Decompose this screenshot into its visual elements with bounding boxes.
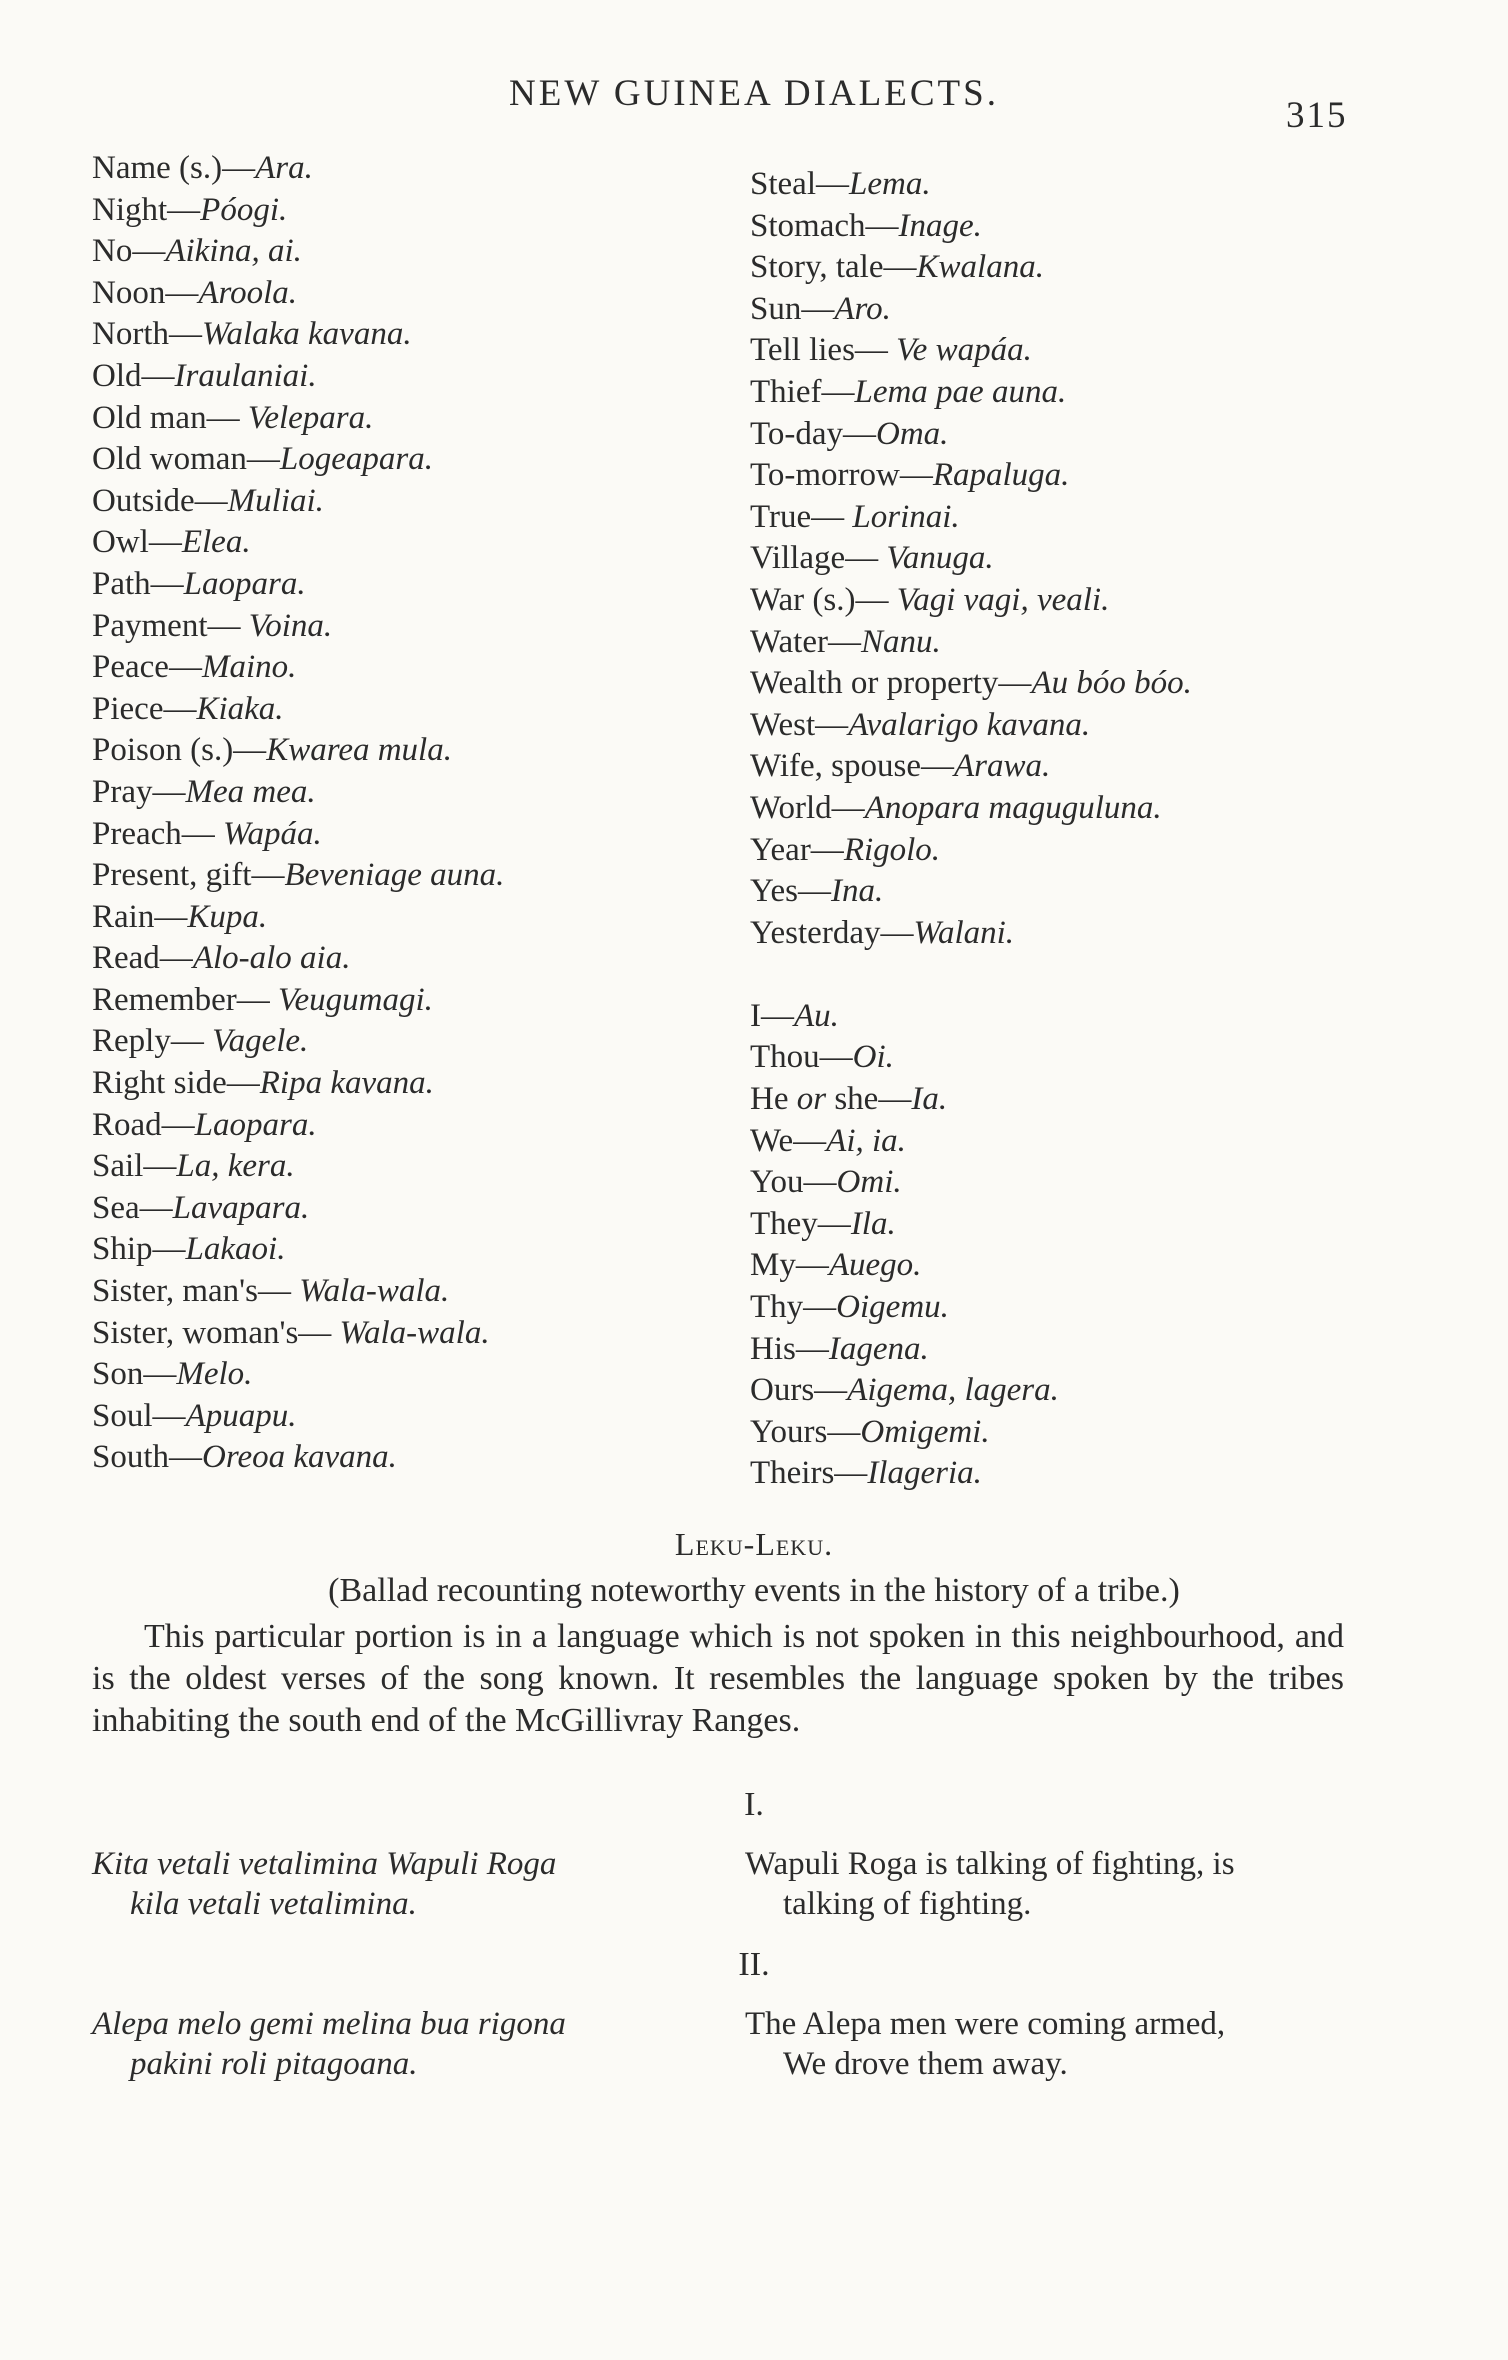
entry-translation: Kwarea mula. [266, 732, 452, 769]
entry-translation: Au. [794, 997, 839, 1034]
vocab-entry [750, 497, 1470, 539]
vocab-entry [92, 897, 732, 939]
vocab-entry [750, 164, 1470, 206]
verse-native-line: Kita vetali vetalimina Wapuli Roga [92, 1846, 557, 1882]
entry-translation: Omi. [836, 1164, 902, 1201]
entry-translation: Ai, ia. [826, 1122, 906, 1159]
entry-translation: Avalarigo kavana. [848, 706, 1091, 743]
entry-translation: Au bóo bóo. [1031, 665, 1192, 702]
vocab-entry [750, 746, 1470, 788]
vocab-entry [92, 1188, 732, 1230]
vocab-entry [92, 1354, 732, 1396]
vocab-entry [92, 481, 732, 523]
verse-native-text [92, 2004, 692, 2084]
entry-term: Reply— [92, 1023, 213, 1060]
entry-translation: Laopara. [194, 1106, 317, 1143]
entry-translation: Kupa. [187, 898, 268, 935]
entry-translation: Muliai. [227, 482, 324, 519]
entry-translation: Wala-wala. [339, 1314, 490, 1351]
entry-term: Road— [92, 1106, 195, 1143]
vocab-entry [750, 830, 1470, 872]
vocab-entry [92, 1437, 732, 1479]
entry-translation: Rigolo. [843, 831, 941, 868]
vocab-column-right [750, 164, 1470, 1495]
vocab-entry [92, 1229, 732, 1271]
entry-translation: Lorinai. [852, 498, 960, 535]
entry-term: Sun— [750, 290, 835, 327]
vocab-entry [750, 455, 1470, 497]
entry-translation: Mea mea. [185, 773, 316, 810]
entry-translation: Ia. [911, 1081, 948, 1118]
entry-term: Sea— [92, 1189, 173, 1226]
vocab-entry [750, 330, 1470, 372]
entry-translation: Lema. [848, 166, 931, 202]
entry-term: Peace— [92, 649, 202, 686]
vocab-entry [92, 314, 732, 356]
vocab-entry [750, 705, 1470, 747]
entry-term: Story, tale— [750, 249, 917, 286]
pronoun-entry [750, 1037, 1470, 1079]
vocab-entry [750, 414, 1470, 456]
section-title: Leku-Leku. [674, 1526, 834, 1562]
entry-translation: Inage. [898, 207, 982, 244]
vocab-entry [750, 913, 1470, 955]
entry-term: His— [750, 1330, 829, 1367]
pronoun-entry [750, 1121, 1470, 1163]
vocab-entry [750, 871, 1470, 913]
entry-translation: Arawa. [953, 748, 1051, 785]
entry-translation: Kwalana. [916, 249, 1044, 286]
vocab-entry [92, 689, 732, 731]
entry-term: Old— [92, 357, 175, 394]
entry-term: My— [750, 1247, 829, 1284]
page-number: 315 [1286, 95, 1348, 136]
entry-translation: Oi. [852, 1039, 894, 1076]
intro-paragraph: This particular portion is in a language which is not spoken in this neighbourhood, and is the oldest verses of the song known. It resembles the language spoken by the tribes inhabiting the south end of the McGillivray Ranges. [92, 1618, 1344, 1739]
pronoun-entry [750, 1412, 1470, 1454]
entry-translation: Veugumagi. [278, 981, 433, 1018]
entry-term: Tell lies— [750, 332, 897, 369]
entry-translation: Alo-alo aia. [192, 940, 351, 977]
vocab-entry [92, 231, 732, 273]
entry-translation: Walaka kavana. [202, 316, 412, 353]
vocab-entry [750, 206, 1470, 248]
entry-term: Old man— [92, 399, 248, 436]
verse-english-line: talking of fighting. [783, 1886, 1032, 1922]
entry-term: Old woman— [92, 441, 280, 478]
entry-term: Right side— [92, 1065, 260, 1102]
vocab-entry [92, 356, 732, 398]
vocab-entry [750, 247, 1470, 289]
entry-term: Son— [92, 1356, 177, 1393]
entry-term: Thou— [750, 1039, 853, 1076]
vocab-entry [92, 606, 732, 648]
entry-term: North— [92, 316, 202, 353]
vocab-entry [92, 855, 732, 897]
entry-translation: Nanu. [860, 623, 941, 660]
entry-term: Theirs— [750, 1455, 868, 1492]
entry-translation: Rapaluga. [932, 457, 1070, 494]
vocab-entry [92, 647, 732, 689]
entry-translation: Oma. [876, 415, 949, 452]
verse-numeral: II. [738, 1946, 770, 1983]
entry-term: Yours— [750, 1413, 861, 1450]
verse-english-text [745, 1844, 1343, 1924]
entry-term: Steal— [750, 166, 849, 202]
vocab-entry [92, 938, 732, 980]
entry-term: West— [750, 706, 849, 743]
entry-term: Sail— [92, 1148, 177, 1185]
entry-translation: Lakaoi. [185, 1231, 286, 1268]
vocab-entry [92, 148, 732, 190]
vocab-entry [750, 372, 1470, 414]
entry-translation: Vanuga. [886, 540, 994, 577]
entry-term: War (s.)— [750, 581, 897, 618]
entry-term: Yes— [750, 873, 832, 910]
running-header: NEW GUINEA DIALECTS. [509, 73, 999, 114]
entry-translation: Voina. [248, 607, 333, 644]
entry-term: Water— [750, 623, 861, 660]
entry-translation: Ilageria. [867, 1455, 982, 1492]
vocab-entry [750, 580, 1470, 622]
entry-term: Payment— [92, 607, 249, 644]
entry-translation: Beveniage auna. [284, 857, 505, 894]
entry-translation: Auego. [828, 1247, 922, 1284]
entry-translation: Laopara. [183, 565, 306, 602]
entry-translation: Oigemu. [836, 1289, 949, 1326]
entry-translation: Aro. [834, 290, 891, 327]
entry-translation: Omigemi. [860, 1413, 990, 1450]
entry-translation: Ina. [831, 873, 884, 910]
vocab-entry [92, 564, 732, 606]
entry-term: Owl— [92, 524, 182, 561]
entry-term: I— [750, 997, 794, 1034]
pronoun-entry [750, 1204, 1470, 1246]
vocab-entry [750, 622, 1470, 664]
entry-term: No— [92, 233, 166, 270]
entry-term: Rain— [92, 898, 188, 935]
vocab-entry [92, 1105, 732, 1147]
entry-translation: Apuapu. [185, 1397, 297, 1434]
vocab-entry [92, 1021, 732, 1063]
column-spacer [750, 954, 1470, 996]
section-subtitle: (Ballad recounting noteworthy events in the history of a tribe.) [328, 1572, 1180, 1609]
entry-translation: Aikina, ai. [165, 233, 302, 270]
entry-translation: Oreoa kavana. [202, 1439, 397, 1476]
entry-term: You— [750, 1164, 837, 1201]
verse-native-line: Alepa melo gemi melina bua rigona [92, 2006, 566, 2042]
pronoun-entry [750, 1453, 1470, 1495]
vocab-entry [92, 980, 732, 1022]
entry-translation: Maino. [201, 649, 297, 686]
entry-translation: Ila. [850, 1205, 896, 1242]
verse-english-text [745, 2004, 1343, 2084]
verse-native-line: pakini roli pitagoana. [130, 2046, 418, 2082]
vocab-column-left [92, 148, 732, 1479]
vocab-entry [92, 398, 732, 440]
entry-translation: Walani. [913, 914, 1015, 951]
entry-term: Village— [750, 540, 887, 577]
verse-english-line: We drove them away. [783, 2046, 1068, 2082]
entry-translation: Póogi. [200, 191, 288, 228]
entry-term: Wife, spouse— [750, 748, 954, 785]
entry-term: Remember— [92, 981, 279, 1018]
entry-translation: Ve wapáa. [896, 332, 1032, 369]
pronoun-entry [750, 1162, 1470, 1204]
entry-translation: Anopara maguguluna. [864, 789, 1162, 826]
entry-translation: Ara. [255, 150, 313, 186]
vocab-entry [92, 190, 732, 232]
entry-term: Outside— [92, 482, 228, 519]
vocab-entry [750, 788, 1470, 830]
entry-term: They— [750, 1205, 851, 1242]
entry-term: Name (s.)— [92, 150, 256, 186]
pronoun-entry [750, 996, 1470, 1038]
entry-translation: Vagele. [212, 1023, 309, 1060]
pronoun-entry [750, 1287, 1470, 1329]
entry-term: Ship— [92, 1231, 186, 1268]
vocab-entry [750, 538, 1470, 580]
pronoun-entry [750, 1370, 1470, 1412]
entry-term: Ours— [750, 1372, 848, 1409]
entry-translation: Logeapara. [279, 441, 433, 478]
entry-translation: Elea. [181, 524, 251, 561]
vocab-entry [92, 1063, 732, 1105]
entry-term: Path— [92, 565, 184, 602]
entry-translation: Lema pae auna. [854, 373, 1067, 410]
vocab-entry [750, 289, 1470, 331]
vocab-entry [92, 522, 732, 564]
verse-native-line: kila vetali vetalimina. [130, 1886, 417, 1922]
entry-translation: Iraulaniai. [174, 357, 317, 394]
entry-term: Night— [92, 191, 201, 228]
entry-term: World— [750, 789, 865, 826]
entry-term: Sister, woman's— [92, 1314, 340, 1351]
entry-translation: Wapáa. [223, 815, 322, 852]
entry-term: Preach— [92, 815, 224, 852]
vocab-entry [92, 1271, 732, 1313]
entry-term: Stomach— [750, 207, 899, 244]
entry-term: Soul— [92, 1397, 186, 1434]
vocab-entry [92, 814, 732, 856]
entry-translation: Wala-wala. [299, 1273, 450, 1310]
entry-term: Read— [92, 940, 193, 977]
entry-term: Thief— [750, 373, 855, 410]
verse-native-text [92, 1844, 692, 1924]
entry-term: Present, gift— [92, 857, 285, 894]
entry-term: Pray— [92, 773, 186, 810]
entry-or: or [796, 1081, 827, 1118]
entry-translation: Aigema, lagera. [847, 1372, 1059, 1409]
vocab-entry [92, 730, 732, 772]
entry-term: South— [92, 1439, 203, 1476]
entry-term: To-day— [750, 415, 876, 452]
pronoun-entry [750, 1329, 1470, 1371]
entry-term: Piece— [92, 690, 197, 727]
entry-term: Wealth or property— [750, 665, 1032, 702]
entry-translation: Iagena. [828, 1330, 929, 1367]
entry-term: He [750, 1081, 797, 1118]
entry-translation: Ripa kavana. [259, 1065, 434, 1102]
vocab-entry [92, 1146, 732, 1188]
entry-term: True— [750, 498, 853, 535]
vocab-entry [92, 772, 732, 814]
vocab-entry [92, 1396, 732, 1438]
entry-term: We— [750, 1122, 827, 1159]
entry-term: Yesterday— [750, 914, 914, 951]
entry-translation: Aroola. [198, 274, 298, 311]
verse-english-line: The Alepa men were coming armed, [745, 2006, 1226, 2042]
entry-term: Poison (s.)— [92, 732, 267, 769]
verse-numeral: I. [744, 1786, 764, 1823]
entry-term: Year— [750, 831, 844, 868]
vocab-entry [750, 663, 1470, 705]
entry-term: Noon— [92, 274, 199, 311]
entry-translation: Vagi vagi, veali. [896, 581, 1110, 618]
entry-term: To-morrow— [750, 457, 933, 494]
vocab-entry [92, 439, 732, 481]
entry-translation: La, kera. [176, 1148, 295, 1185]
entry-translation: Lavapara. [172, 1189, 310, 1226]
entry-term-part2: she— [826, 1081, 912, 1118]
vocab-entry [92, 1313, 732, 1355]
vocab-entry [92, 273, 732, 315]
entry-translation: Kiaka. [196, 690, 284, 727]
entry-translation: Melo. [176, 1356, 253, 1393]
pronoun-entry [750, 1245, 1470, 1287]
entry-term: Thy— [750, 1289, 837, 1326]
entry-term: Sister, man's— [92, 1273, 300, 1310]
entry-translation: Velepara. [247, 399, 374, 436]
pronoun-entry [750, 1079, 1470, 1121]
verse-english-line: Wapuli Roga is talking of fighting, is [745, 1846, 1235, 1882]
